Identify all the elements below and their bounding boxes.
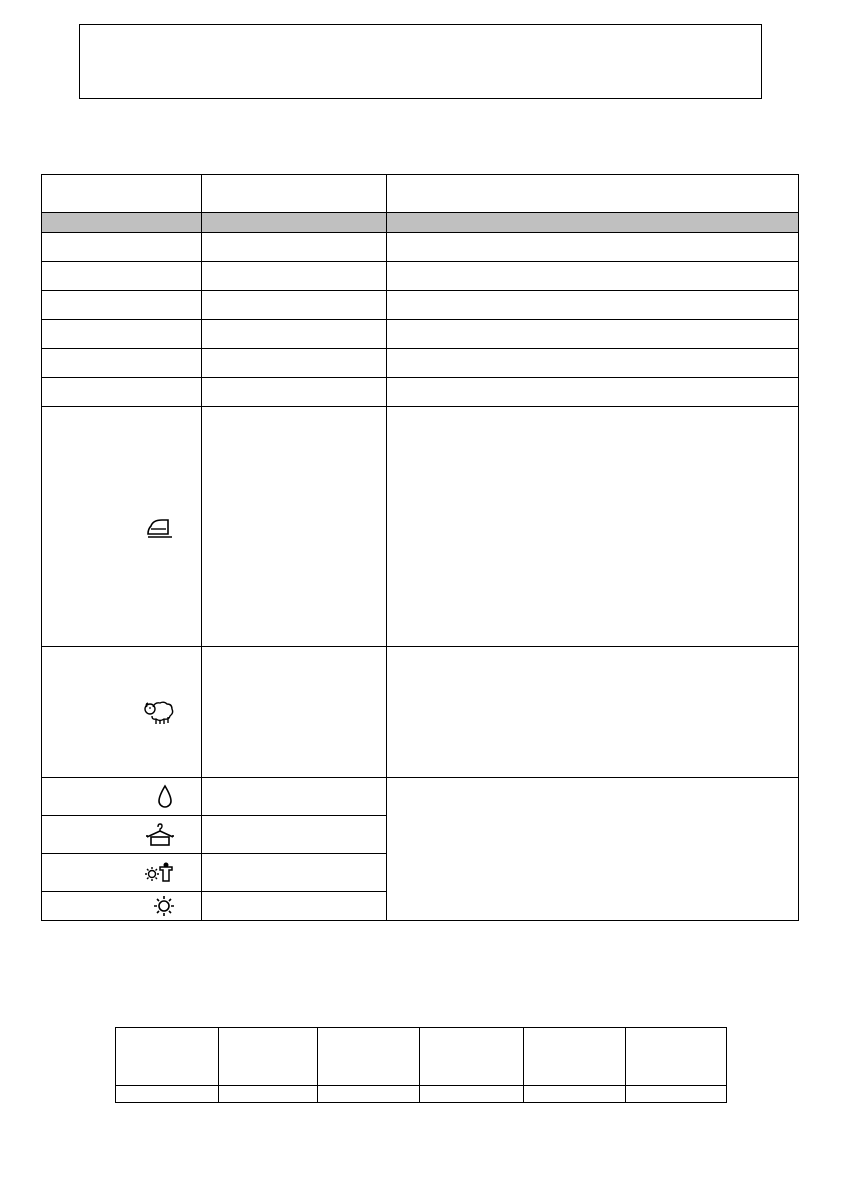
cell [387,320,799,349]
cell [387,291,799,320]
cell [42,349,202,378]
sun-shirt-icon [145,861,175,885]
table-row [42,378,799,407]
cell [387,647,799,778]
shaded-separator-row [42,213,799,233]
cell [202,854,387,892]
bottom-table [115,1027,727,1103]
cell [202,378,387,407]
table-row-wool [42,647,799,778]
cell [387,233,799,262]
bottom-header-row [116,1028,727,1086]
wool-icon [143,699,175,725]
hanger-icon [145,823,175,847]
table-row-water [42,778,799,816]
cell [524,1086,626,1103]
cell [219,1028,318,1086]
cell [318,1028,420,1086]
cell [42,320,202,349]
header-cell [387,175,799,213]
table-row [42,291,799,320]
table-row [42,320,799,349]
cell [202,816,387,854]
cell-sun [42,892,202,921]
cell-hanger [42,816,202,854]
cell [420,1028,524,1086]
shaded-cell [42,213,202,233]
cell-wool [42,647,202,778]
table-row [42,349,799,378]
cell [202,320,387,349]
cell [116,1028,219,1086]
cell [202,233,387,262]
header-box [79,24,762,99]
iron-icon [145,516,175,538]
cell [42,262,202,291]
cell [42,378,202,407]
cell [202,647,387,778]
table-row [42,233,799,262]
table-row [42,262,799,291]
cell [42,291,202,320]
cell [387,407,799,647]
shaded-cell [202,213,387,233]
sun-icon [153,895,175,917]
header-cell [202,175,387,213]
cell [202,778,387,816]
cell [626,1028,727,1086]
cell [318,1086,420,1103]
bottom-value-row [116,1086,727,1103]
cell [219,1086,318,1103]
header-cell [42,175,202,213]
cell [387,262,799,291]
cell [202,262,387,291]
cell [387,349,799,378]
table-header-row [42,175,799,213]
cell-water [42,778,202,816]
cell [202,349,387,378]
cell-merged [387,778,799,921]
cell [626,1086,727,1103]
cell [202,291,387,320]
program-table [41,174,799,921]
cell [42,233,202,262]
cell [202,407,387,647]
water-drop-icon [155,784,175,810]
cell [202,892,387,921]
cell [420,1086,524,1103]
cell [387,378,799,407]
shaded-cell [387,213,799,233]
table-row-iron [42,407,799,647]
cell [116,1086,219,1103]
cell-iron [42,407,202,647]
cell-sun-shirt [42,854,202,892]
cell [524,1028,626,1086]
